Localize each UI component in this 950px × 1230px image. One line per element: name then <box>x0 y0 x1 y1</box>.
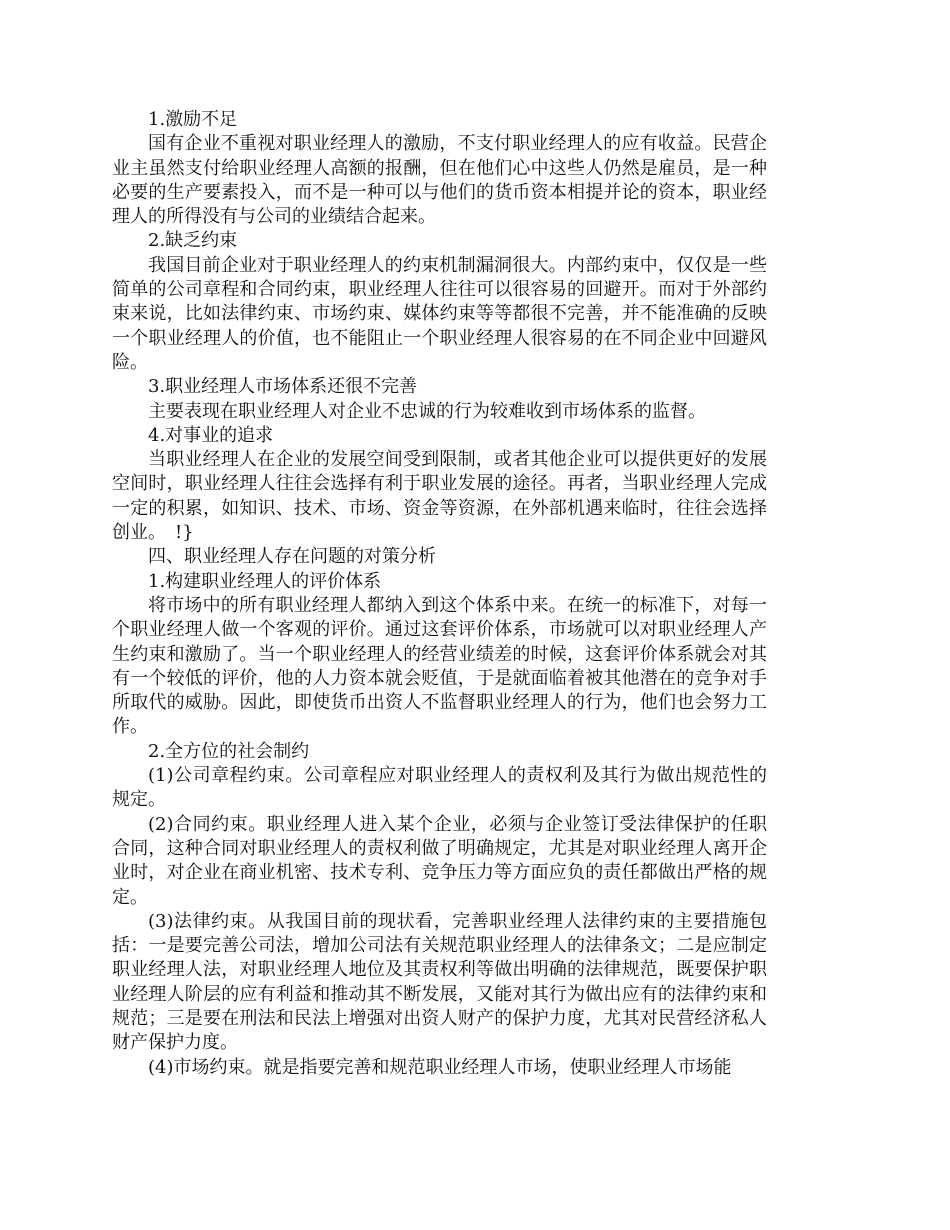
paragraph-charter-constraint: (1)公司章程约束。公司章程应对职业经理人的责权利及其行为做出规范性的规定。 <box>112 765 767 811</box>
heading-lack-of-constraint: 2.缺乏约束 <box>148 230 238 252</box>
document-body <box>112 108 767 1080</box>
heading-market-system: 3.职业经理人市场体系还很不完善 <box>148 376 418 398</box>
heading-social-constraint: 2.全方位的社会制约 <box>148 740 310 762</box>
paragraph-incentive: 国有企业不重视对职业经理人的激励，不支付职业经理人的应有收益。民营企业主虽然支付给职业经理人高额的报酬，但在他们心中这些人仍然是雇员，是一种必要的生产要素投入，而不是一种可以与他们的货币资本相提并论的资本，职业经理人的所得没有与公司的业绩结合起来。 <box>112 133 767 228</box>
heading-insufficient-incentive: 1.激励不足 <box>148 109 238 130</box>
paragraph-career-pursuit: 当职业经理人在企业的发展空间受到限制，或者其他企业可以提供更好的发展空间时，职业经理人往往会选择有利于职业发展的途径。再者，当职业经理人完成一定的积累，如知识、技术、市场、资金等资源，在外部机遇来临时，往往会选择创业。 !} <box>112 449 767 544</box>
heading-evaluation-system: 1.构建职业经理人的评价体系 <box>148 570 382 592</box>
paragraph-market-system: 主要表现在职业经理人对企业不忠诚的行为较难收到市场体系的监督。 <box>148 400 706 422</box>
paragraph-market-constraint: (4)市场约束。就是指要完善和规范职业经理人市场，使职业经理人市场能 <box>148 1056 732 1078</box>
paragraph-contract-constraint: (2)合同约束。职业经理人进入某个企业，必须与企业签订受法律保护的任职合同，这种合同对职业经理人的责权利做了明确规定，尤其是对职业经理人离开企业时，对企业在商业机密、技术专利、竞争压力等方面应负的责任都做出严格的规定。 <box>112 813 767 908</box>
heading-career-pursuit: 4.对事业的追求 <box>148 424 274 446</box>
paragraph-evaluation-system: 将市场中的所有职业经理人都纳入到这个体系中来。在统一的标准下，对每一个职业经理人做一个客观的评价。通过这套评价体系，市场就可以对职业经理人产生约束和激励了。当一个职业经理人的经营业绩差的时候，这套评价体系就会对其有一个较低的评价，他的人力资本就会贬值，于是就面临着被其他潜在的竞争对手所取代的威胁。因此，即使货币出资人不监督职业经理人的行为，他们也会努力工作。 <box>112 594 767 738</box>
section-heading-countermeasures: 四、职业经理人存在问题的对策分析 <box>148 546 436 568</box>
paragraph-legal-constraint: (3)法律约束。从我国目前的现状看，完善职业经理人法律约束的主要措施包括：一是要完善公司法，增加公司法有关规范职业经理人的法律条文；二是应制定职业经理人法，对职业经理人地位及其责权利等做出明确的法律规范，既要保护职业经理人阶层的应有利益和推动其不断发展，又能对其行为做出应有的法律约束和规范；三是要在刑法和民法上增强对出资人财产的保护力度，尤其对民营经济私人财产保护力度。 <box>112 910 767 1054</box>
paragraph-constraint: 我国目前企业对于职业经理人的约束机制漏洞很大。内部约束中，仅仅是一些简单的公司章程和合同约束，职业经理人往往可以很容易的回避开。而对于外部约束来说，比如法律约束、市场约束、媒体约束等等都很不完善，并不能准确的反映一个职业经理人的价值，也不能阻止一个职业经理人很容易的在不同企业中回避风险。 <box>112 254 767 373</box>
